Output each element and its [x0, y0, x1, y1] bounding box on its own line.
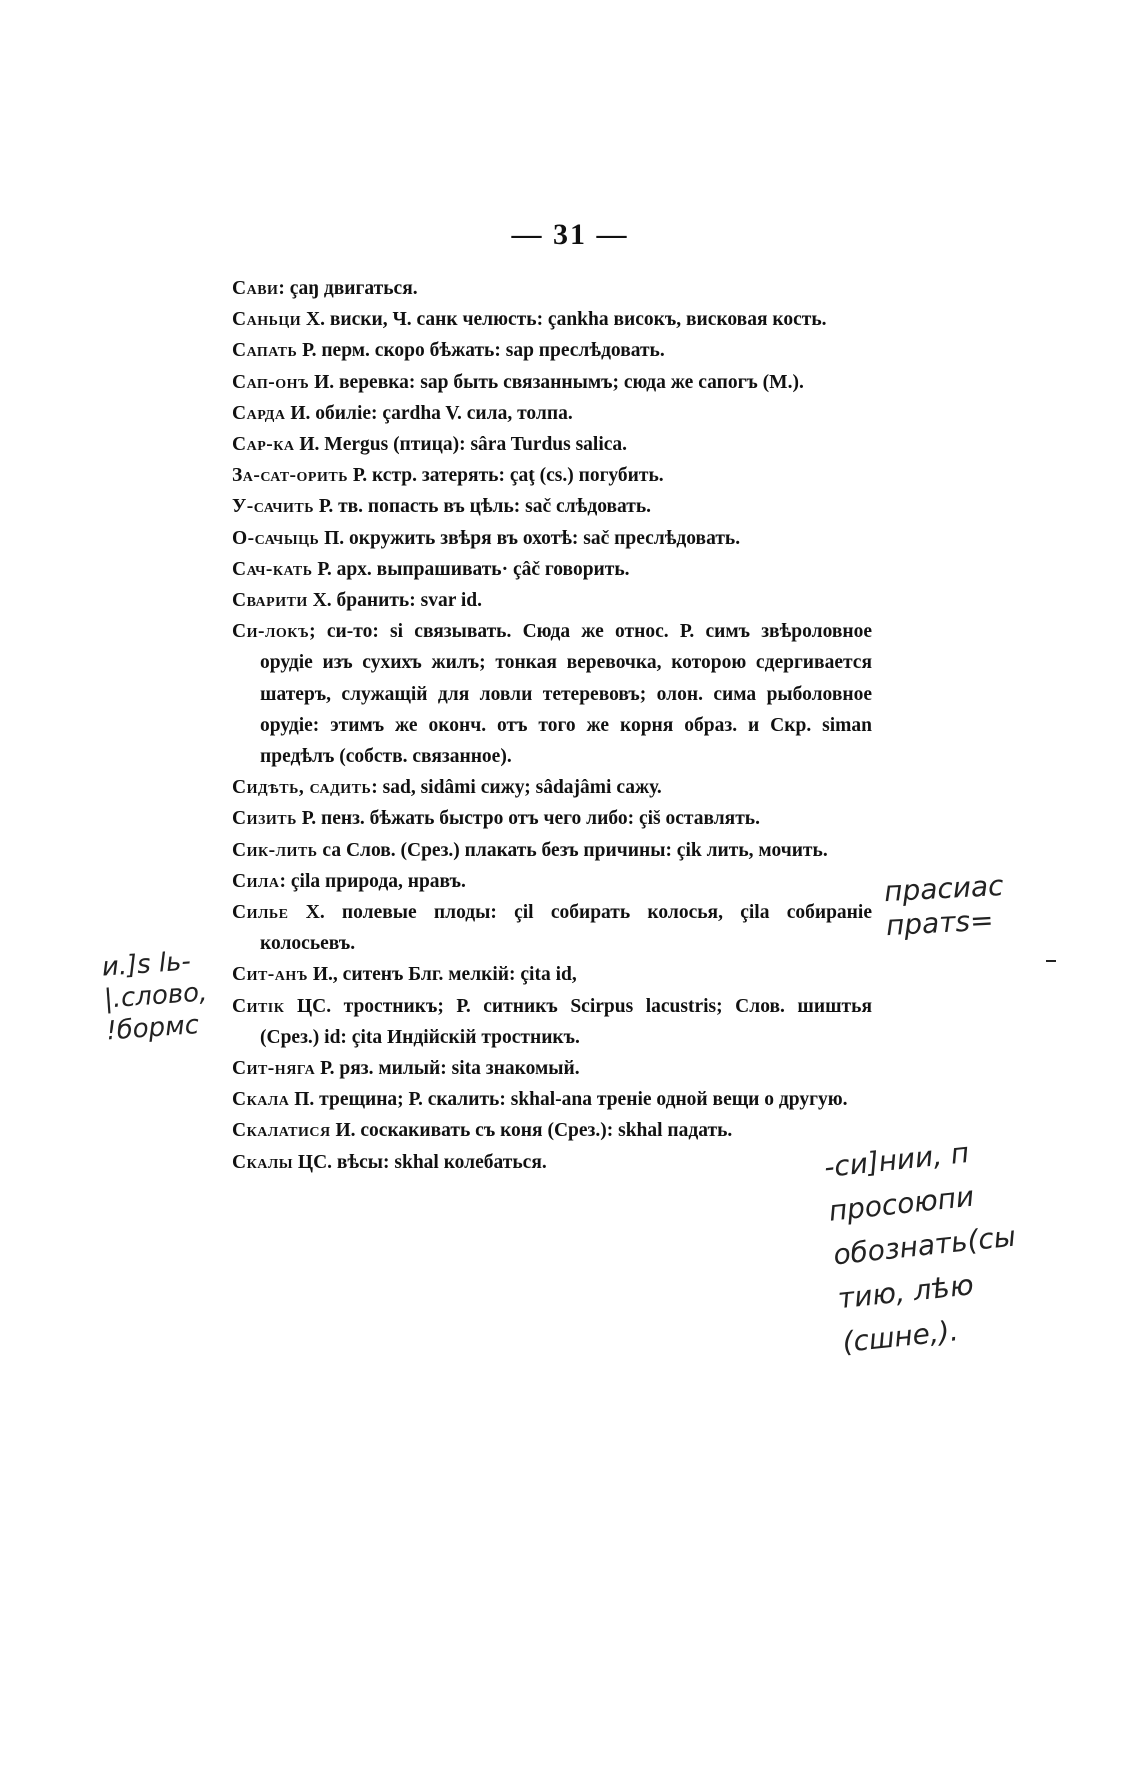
dictionary-entry: [232, 1084, 872, 1115]
dictionary-entries: [232, 273, 872, 1178]
dictionary-entry: [232, 585, 872, 616]
margin-dash: [1046, 960, 1056, 962]
entry-text: П. трещина; Р. скалить: skhal-ana треніе одной вещи о другую.: [289, 1089, 848, 1111]
headword: Сач-кать: [232, 558, 313, 580]
dictionary-entry: [232, 367, 872, 398]
entry-text: Х. виски, Ч. санк челюсть: çankha високъ, висковая кость.: [301, 309, 827, 331]
headword: Сар-ка: [232, 434, 295, 456]
headword: Си-локъ: [232, 621, 310, 643]
dictionary-entry: [232, 1115, 872, 1146]
dictionary-entry: [232, 304, 872, 335]
dictionary-entry: [232, 460, 872, 491]
headword: У-сачить: [232, 496, 314, 518]
entry-text: Р. арх. выпрашивать· çâč говорить.: [312, 558, 630, 580]
entry-text: И. веревка: sap быть связаннымъ; сюда же сапогъ (М.).: [309, 371, 804, 393]
page-number: — 31 —: [511, 218, 629, 251]
headword: За-сат-орить: [232, 465, 348, 487]
dictionary-entry: [232, 1147, 872, 1178]
dictionary-entry: [232, 772, 872, 803]
entry-text: И. соскакивать съ коня (Срез.): skhal падать.: [330, 1120, 733, 1142]
entry-text: : sad, sidâmi сижу; sâdajâmi сажу.: [371, 777, 662, 799]
entry-text: Р. кстр. затерять: çaţ (cs.) погубить.: [347, 465, 664, 487]
dictionary-entry: [232, 523, 872, 554]
headword: Ситік: [232, 995, 285, 1017]
headword: Сапать: [232, 340, 298, 362]
headword: Сидѣть, садить: [232, 777, 372, 799]
headword: Скала: [232, 1089, 290, 1111]
dictionary-entry: [232, 1053, 872, 1084]
entry-text: Р. перм. скоро бѣжать: sap преслѣдовать.: [297, 340, 665, 362]
entry-text: И. обиліе: çardha V. сила, толпа.: [285, 402, 573, 424]
handwritten-note-left: и.]s lь- |.слово, !бормс: [100, 946, 209, 1047]
dictionary-entry: [232, 866, 872, 897]
dictionary-entry: [232, 616, 872, 772]
dictionary-entry: [232, 429, 872, 460]
headword: Скалатися: [232, 1120, 331, 1142]
headword: Силье: [232, 902, 289, 924]
headword: Саньци: [232, 309, 302, 331]
headword: Сап-онъ: [232, 371, 310, 393]
entry-text: Р. тв. попасть въ цѣль: sač слѣдовать.: [313, 496, 652, 518]
headword: Сит-анъ: [232, 964, 309, 986]
dictionary-entry: [232, 897, 872, 959]
headword: Сик-лить: [232, 839, 318, 861]
entry-text: : çila природа, нравъ.: [279, 870, 466, 892]
entry-text: Р. ряз. милый: sita знакомый.: [315, 1058, 580, 1080]
entry-text: ЦС. вѣсы: skhal колебаться.: [293, 1151, 547, 1173]
handwritten-note-right-bottom: -си]нии, п просоюпи обознать(сы тию, лѣю (сшне,).: [822, 1135, 1018, 1360]
headword: Сарда: [232, 402, 286, 424]
dictionary-entry: [232, 398, 872, 429]
entry-text: са Слов. (Срез.) плакать безъ причины: çik лить, мочить.: [317, 839, 828, 861]
entry-text: Х. бранить: svar id.: [307, 590, 483, 612]
entry-text: П. окружить звѣря въ охотѣ: sač преслѣдовать.: [319, 527, 741, 549]
entry-text: : çaŋ двигаться.: [278, 278, 418, 299]
dictionary-entry: [232, 803, 872, 834]
entry-text: Р. пенз. бѣжать быстро отъ чего либо: çiš оставлять.: [296, 808, 760, 830]
headword: Скалы: [232, 1151, 294, 1173]
headword: Сави: [232, 278, 279, 299]
entry-text: И., ситенъ Блг. мелкій: çita id,: [308, 964, 577, 986]
headword: О-сачыць: [232, 527, 320, 549]
headword: Сварити: [232, 590, 308, 612]
dictionary-entry: [232, 959, 872, 990]
handwritten-note-right-top: прасиас пратs=: [883, 868, 1005, 943]
entry-text: И. Mergus (птица): sâra Turdus salica.: [294, 434, 628, 456]
dictionary-entry: [232, 835, 872, 866]
entry-text: Х. полевые плоды: çil собирать колосья, çila собираніе колосьевъ.: [260, 902, 872, 955]
headword: Сизить: [232, 808, 297, 830]
dictionary-entry: [232, 491, 872, 522]
dictionary-entry: [232, 335, 872, 366]
dictionary-entry: [232, 991, 872, 1053]
entry-text: ; си-то: si связывать. Сюда же относ. Р. симъ звѣроловное орудіе изъ сухихъ жилъ; тонкая веревочка, которою сдергивается шатеръ, служащій для ловли тетеревовъ; олон. сима рыболовное орудіе: этимъ же оконч. отъ того же корня образ. и Скр. siman предѣлъ (собств. связанное).: [260, 621, 872, 768]
dictionary-entry: [232, 273, 872, 304]
headword: Сила: [232, 870, 280, 892]
entry-text: ЦС. тростникъ; Р. ситникъ Scirpus lacustris; Слов. шиштья (Срез.) id: çita Индійскій тростникъ.: [260, 995, 872, 1048]
headword: Сит-няга: [232, 1058, 316, 1080]
dictionary-entry: [232, 554, 872, 585]
